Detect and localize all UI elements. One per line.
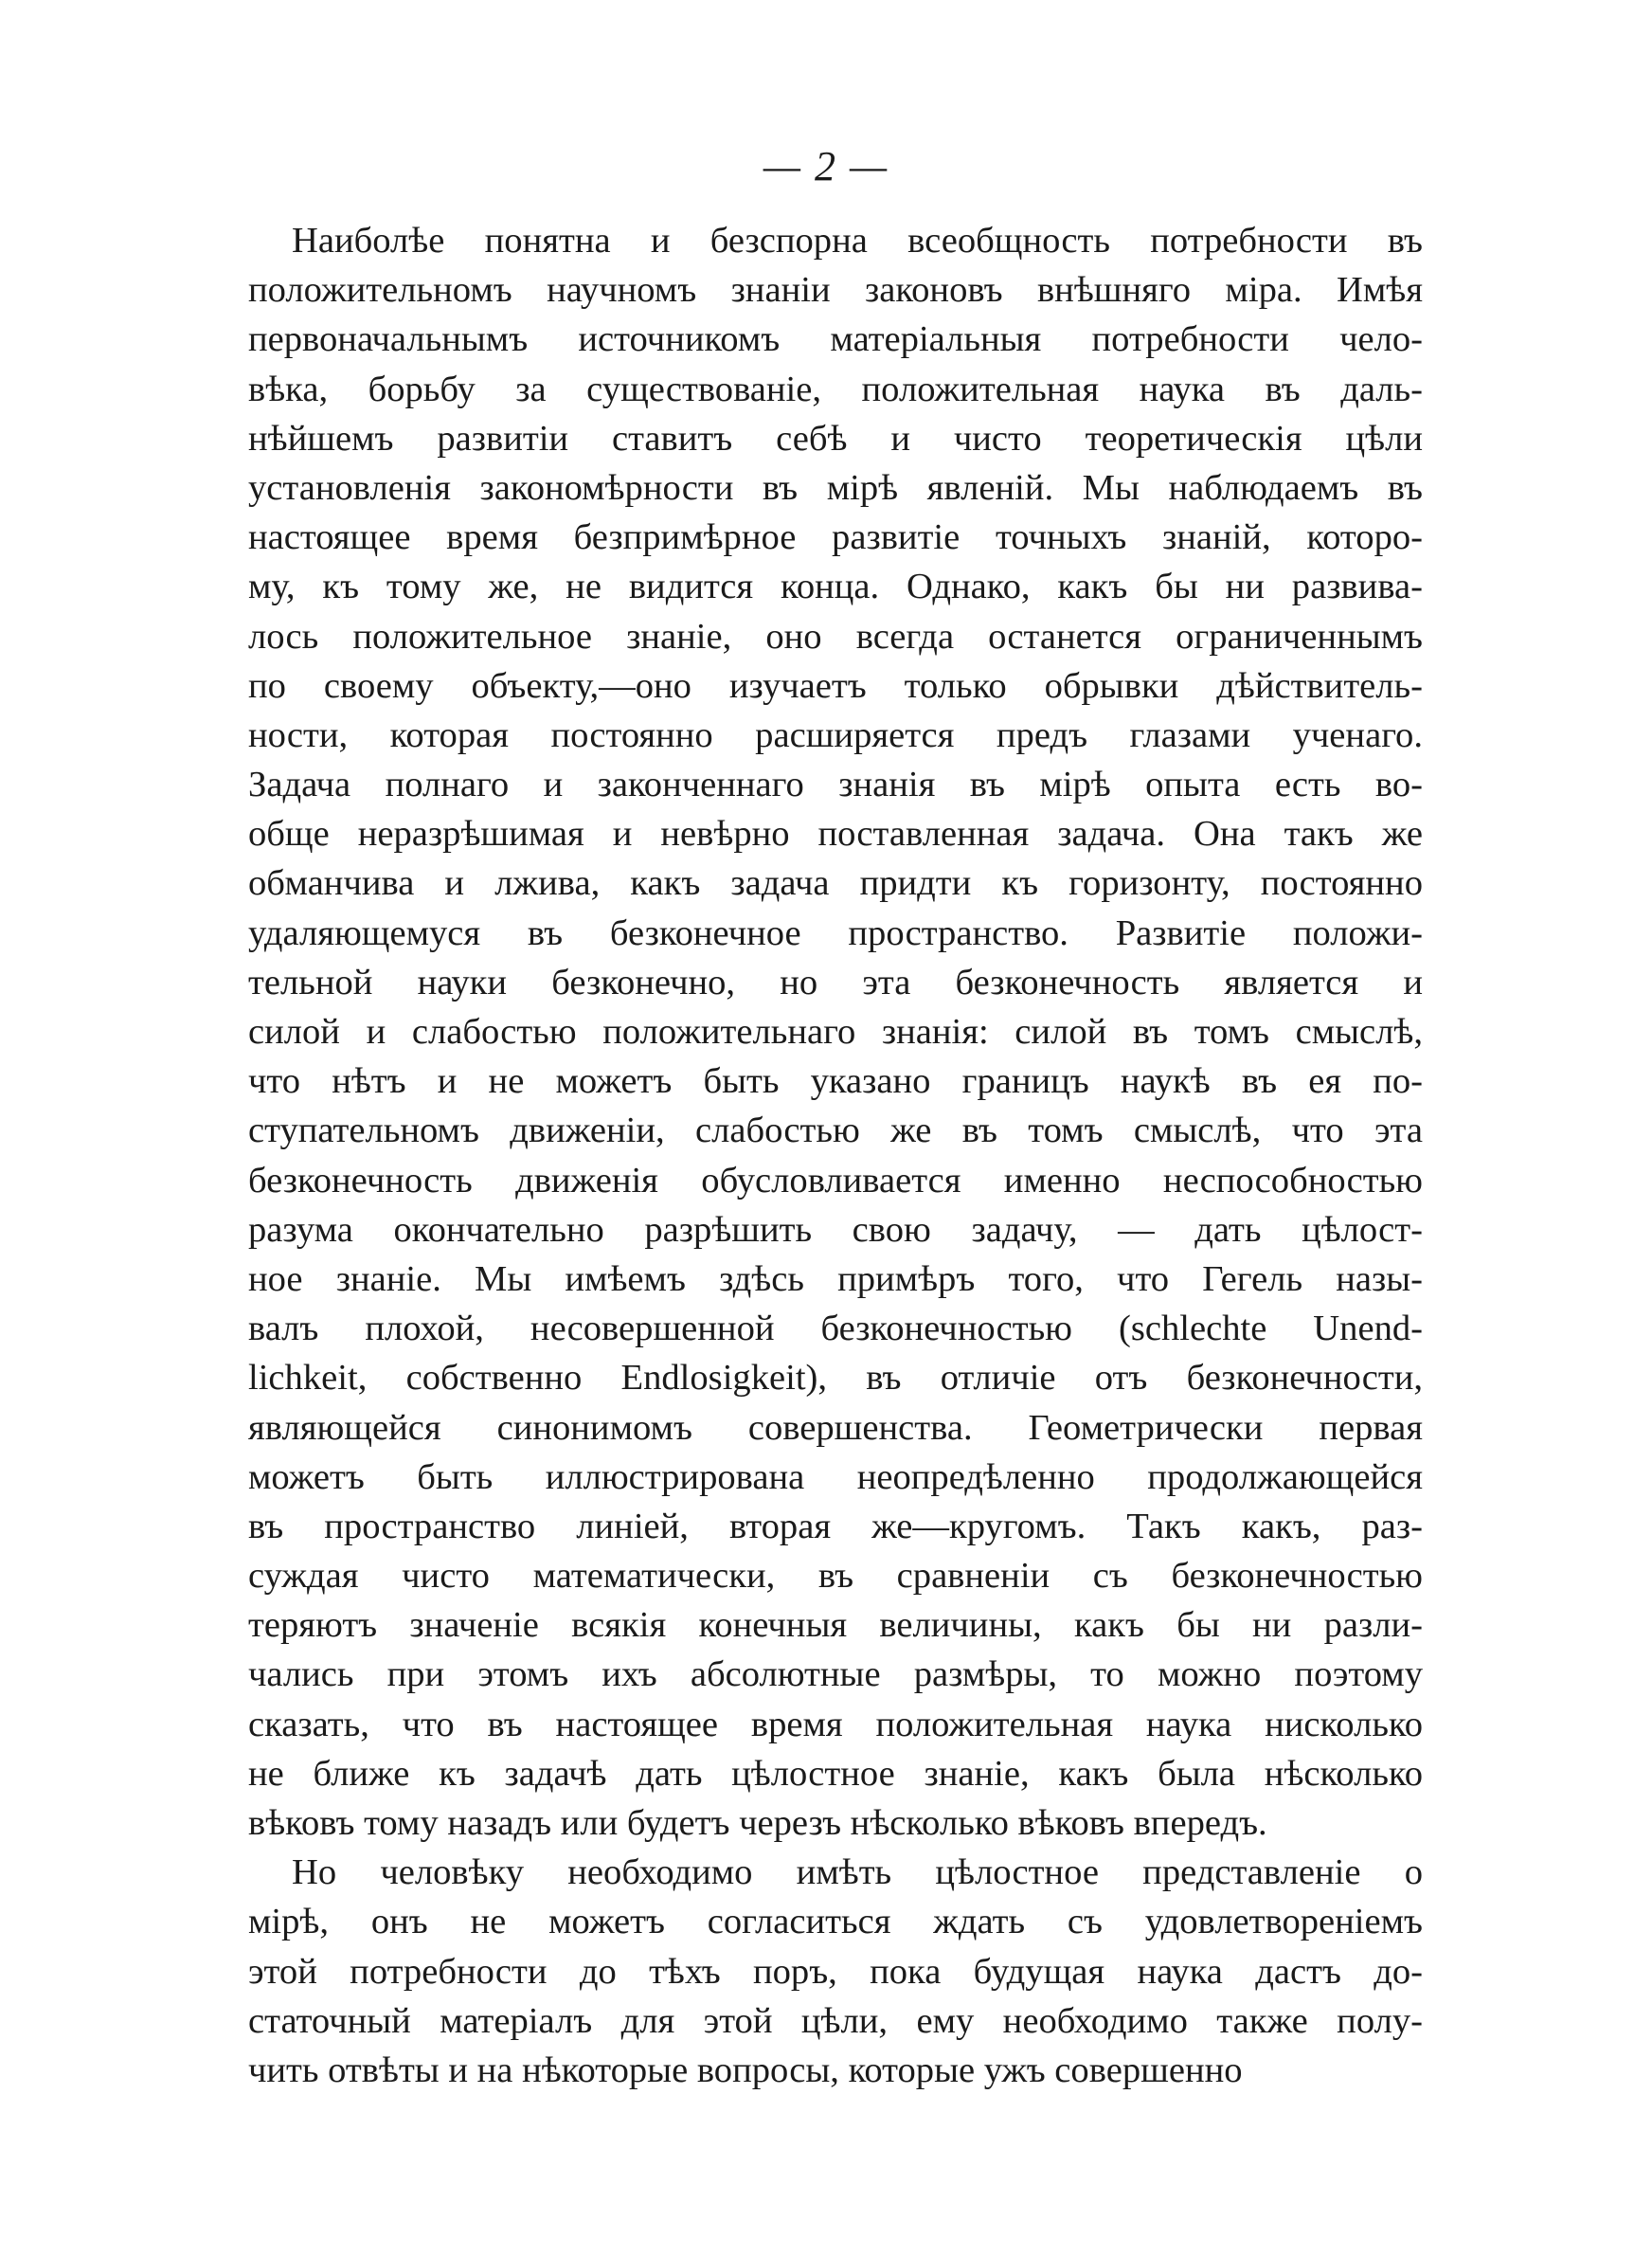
- text-line: теряютъ значенiе всякiя конечныя величины, какъ бы ни разли-: [248, 1605, 1423, 1646]
- page-number: — 2 —: [763, 143, 889, 190]
- text-line: Наиболѣе понятна и безспорна всеобщность потребности въ: [292, 221, 1423, 261]
- text-line: установленiя закономѣрности въ мiрѣ явленiй. Мы наблюдаемъ въ: [248, 467, 1423, 508]
- text-line: настоящее время безпримѣрное развитiе точныхъ знанiй, которо-: [248, 517, 1423, 558]
- text-line: обще неразрѣшимая и невѣрно поставленная задача. Она такъ же: [248, 814, 1423, 855]
- text-line: вѣка, борьбу за существованiе, положительная наука въ даль-: [248, 369, 1423, 409]
- text-line: нѣйшемъ развитiи ставитъ себѣ и чисто теоретическiя цѣли: [248, 418, 1423, 459]
- text-line: Но человѣку необходимо имѣть цѣлостное представленiе о: [292, 1852, 1423, 1893]
- text-line: положительномъ научномъ знанiи законовъ внѣшняго мiра. Имѣя: [248, 270, 1423, 311]
- text-line: валъ плохой, несовершенной безконечностью (schlechte Unend-: [248, 1309, 1423, 1349]
- text-line: сказать, что въ настоящее время положительная наука нисколько: [248, 1704, 1423, 1744]
- text-line: разума окончательно разрѣшить свою задачу, — дать цѣлост-: [248, 1209, 1423, 1250]
- text-line: ступательномъ движенiи, слабостью же въ томъ смыслѣ, что эта: [248, 1110, 1423, 1151]
- text-line: являющейся синонимомъ совершенства. Геометрически первая: [248, 1407, 1423, 1448]
- text-line: обманчива и лжива, какъ задача придти къ горизонту, постоянно: [248, 863, 1423, 904]
- text-line: чались при этомъ ихъ абсолютные размѣры, то можно поэтому: [248, 1654, 1423, 1695]
- text-line: тельной науки безконечно, но эта безконечность является и: [248, 962, 1423, 1002]
- text-line: силой и слабостью положительнаго знанiя: силой въ томъ смыслѣ,: [248, 1012, 1423, 1052]
- text-line: Задача полнаго и законченнаго знанiя въ мiрѣ опыта есть во-: [248, 765, 1423, 805]
- text-line: lichkeit, собственно Endlosigkeit), въ отличiе отъ безконечности,: [248, 1358, 1423, 1399]
- text-line: ное знанiе. Мы имѣемъ здѣсь примѣръ того, что Гегель назы-: [248, 1258, 1423, 1299]
- text-line: первоначальнымъ источникомъ матерiальныя потребности чело-: [248, 319, 1423, 360]
- text-line: му, къ тому же, не видится конца. Однако, какъ бы ни развива-: [248, 567, 1423, 607]
- text-line: что нѣтъ и не можетъ быть указано границъ наукѣ въ ея по-: [248, 1061, 1423, 1102]
- text-line: въ пространство линiей, вторая же—кругомъ. Такъ какъ, раз-: [248, 1506, 1423, 1546]
- text-line: этой потребности до тѣхъ поръ, пока будущая наука дастъ до-: [248, 1951, 1423, 1992]
- text-line: статочный матерiалъ для этой цѣли, ему необходимо также полу-: [248, 2000, 1423, 2041]
- text-line: вѣковъ тому назадъ или будетъ черезъ нѣсколько вѣковъ впередъ.: [248, 1803, 1267, 1843]
- text-line: можетъ быть иллюстрирована неопредѣленно продолжающейся: [248, 1456, 1423, 1497]
- text-line: лось положительное знанiе, оно всегда останется ограниченнымъ: [248, 616, 1423, 657]
- text-line: удаляющемуся въ безконечное пространство. Развитiе положи-: [248, 912, 1423, 953]
- text-line: безконечность движенiя обусловливается именно неспособностью: [248, 1160, 1423, 1201]
- text-line: суждая чисто математически, въ сравненiи съ безконечностью: [248, 1556, 1423, 1597]
- text-line: мiрѣ, онъ не можетъ согласиться ждать съ удовлетворенiемъ: [248, 1902, 1423, 1942]
- text-line: чить отвѣты и на нѣкоторые вопросы, которые ужъ совершенно: [248, 2049, 1243, 2090]
- body-text: [248, 216, 1423, 2095]
- text-line: ности, которая постоянно расширяется предъ глазами ученаго.: [248, 714, 1423, 755]
- text-line: не ближе къ задачѣ дать цѣлостное знанiе, какъ была нѣсколько: [248, 1753, 1423, 1794]
- text-line: по своему объекту,—оно изучаетъ только обрывки дѣйствитель-: [248, 665, 1423, 706]
